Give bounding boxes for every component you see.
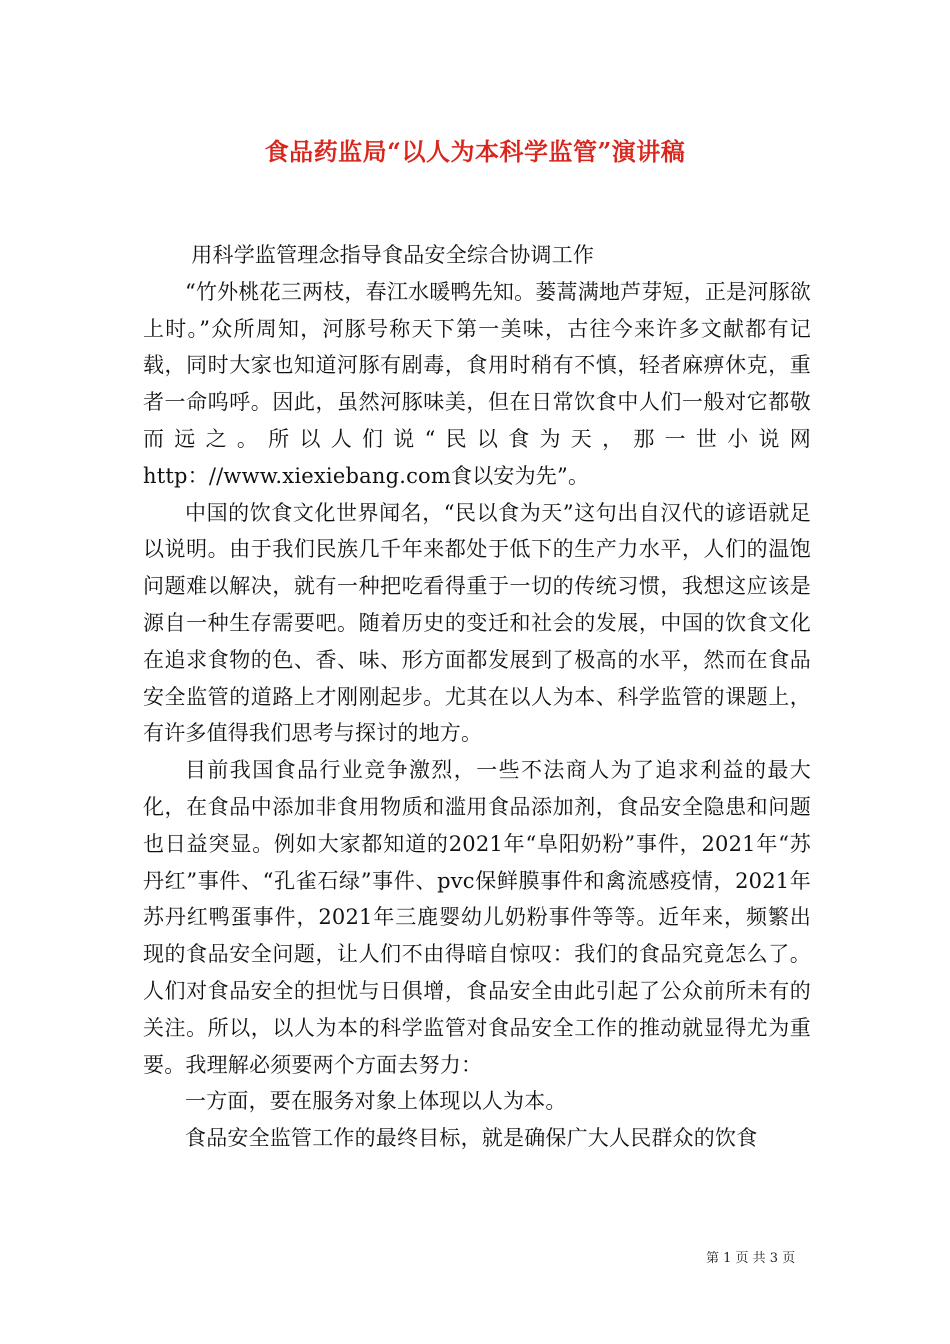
paragraph-2: 中国的饮食文化世界闻名，“民以食为天”这句出自汉代的谚语就足以说明。由于我们民族几千年来都处于低下的生产力水平，人们的温饱问题难以解决，就有一种把吃看得重于一切的传统习惯，我想这应该是源自一种生存需要吧。随着历史的变迁和社会的发展，中国的饮食文化在追求食物的色、香、味、形方面都发展到了极高的水平，然而在食品安全监管的道路上才刚刚起步。尤其在以人为本、科学监管的课题上，有许多值得我们思考与探讨的地方。 <box>143 500 811 746</box>
paragraph-4: 一方面，要在服务对象上体现以人为本。 <box>185 1089 567 1114</box>
paragraph-5: 食品安全监管工作的最终目标，就是确保广大人民群众的饮食 <box>185 1126 758 1151</box>
paragraph-1: “竹外桃花三两枝，春江水暖鸭先知。蒌蒿满地芦芽短，正是河豚欲上时。”众所周知，河豚号称天下第一美味，古往今来许多文献都有记载，同时大家也知道河豚有剧毒，食用时稍有不慎，轻者麻痹休克，重者一命呜呼。因此，虽然河豚味美，但在日常饮食中人们一般对它都敬而远之。所以人们说“民以食为天，那一世小说网http：//www.xiexiebang.com食以安为先”。 <box>143 279 811 488</box>
document-body <box>143 237 811 1157</box>
page-number: 第 1 页 共 3 页 <box>706 1251 796 1266</box>
paragraph-3: 目前我国食品行业竞争激烈，一些不法商人为了追求利益的最大化，在食品中添加非食用物质和滥用食品添加剂，食品安全隐患和问题也日益突显。例如大家都知道的2021年“阜阳奶粉”事件，2021年“苏丹红”事件、“孔雀石绿”事件、pvc保鲜膜事件和禽流感疫情，2021年苏丹红鸭蛋事件，2021年三鹿婴幼儿奶粉事件等等。近年来，频繁出现的食品安全问题，让人们不由得暗自惊叹：我们的食品究竟怎么了。人们对食品安全的担忧与日俱增，食品安全由此引起了公众前所未有的关注。所以，以人为本的科学监管对食品安全工作的推动就显得尤为重要。我理解必须要两个方面去努力： <box>143 758 811 1077</box>
paragraph-subtitle: 用科学监管理念指导食品安全综合协调工作 <box>191 243 595 267</box>
document-title: 食品药监局“以人为本科学监管”演讲稿 <box>264 137 686 166</box>
